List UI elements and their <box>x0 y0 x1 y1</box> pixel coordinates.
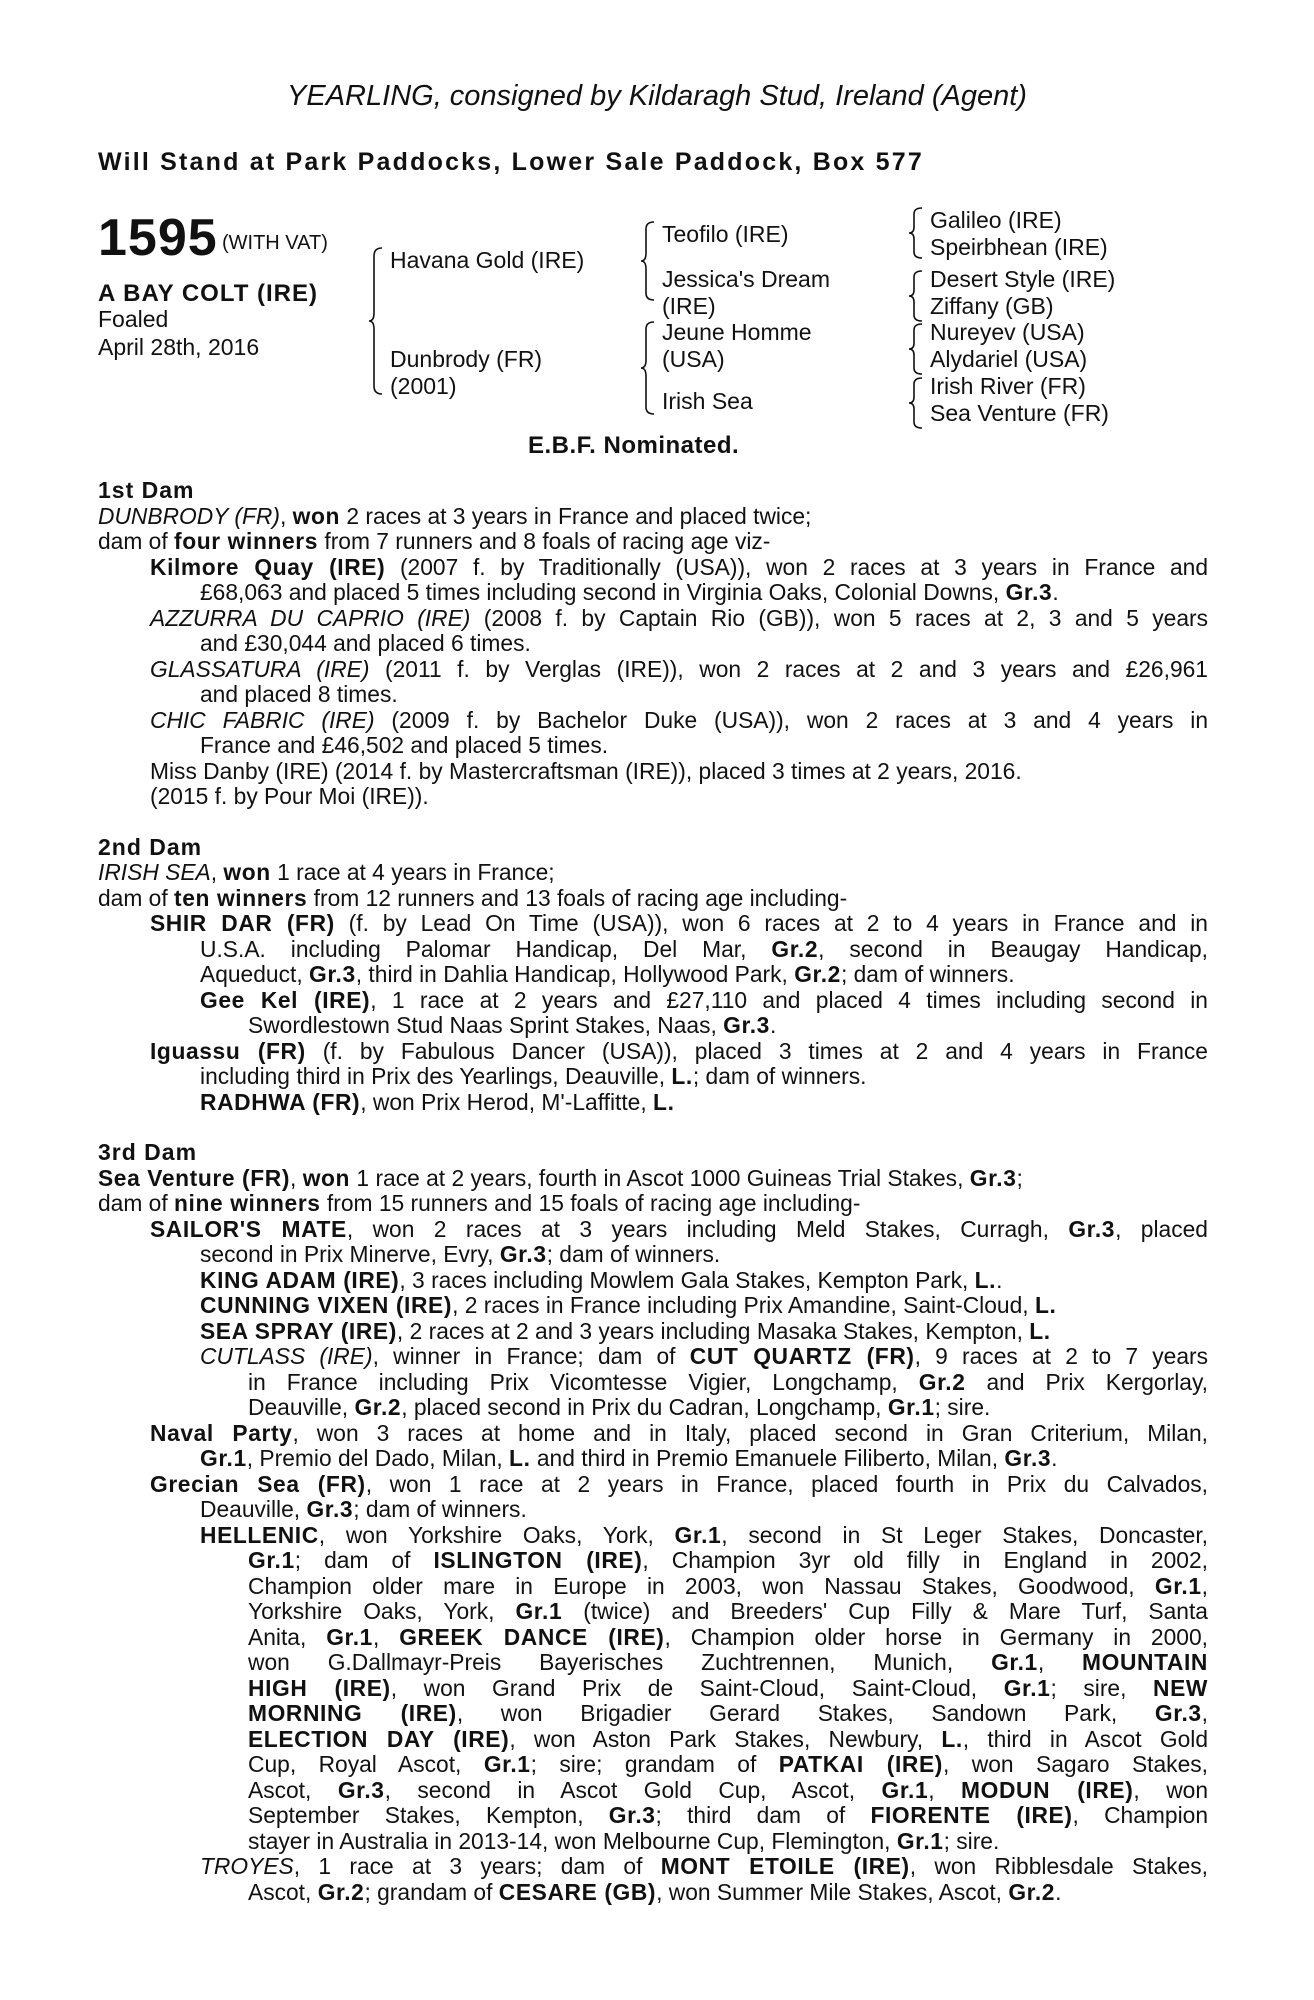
pedigree-sire-dam <box>662 266 830 320</box>
text-run: Champion older mare in Europe in 2003, won Nassau Stakes, Goodwood, <box>248 1572 1155 1599</box>
text-run: , 2 races at 2 and 3 years including Masaka Stakes, Kempton, <box>396 1317 1030 1344</box>
text-run: Iguassu (FR) <box>150 1037 306 1064</box>
text-run: Gr.2 <box>918 1368 966 1395</box>
text-run: Sea Venture (FR) <box>98 1164 291 1191</box>
text-run: Anita, <box>248 1623 327 1650</box>
text-run: ; dam of winners. <box>546 1241 721 1267</box>
dam-produce-record <box>98 478 1208 1905</box>
pedigree-sdd: Ziffany (GB) <box>930 293 1054 319</box>
text-run: , won <box>1133 1776 1209 1803</box>
text-run: , Premio del Dado, Milan, <box>246 1445 510 1471</box>
text-run: GLASSATURA (IRE) <box>150 655 370 682</box>
text-run: Gr.1 <box>515 1598 563 1624</box>
text-run: L. <box>1029 1317 1051 1344</box>
text-run: and placed 8 times. <box>200 681 398 707</box>
text-run: Swordlestown Stud Naas Sprint Stakes, Naas, <box>248 1012 724 1038</box>
text-run: dam of <box>98 528 175 554</box>
pedigree-brace-g1 <box>908 206 924 260</box>
pedigree-name-line: (USA) <box>662 346 725 372</box>
text-run: ; grandam of <box>364 1878 499 1905</box>
text-run: . <box>769 1012 777 1038</box>
text-run: , won Ribblesdale Stakes, <box>909 1853 1208 1879</box>
text-run: , won 1 race at 2 years in France, placed fourth in Prix du Calvados, <box>365 1470 1208 1497</box>
text-run: , second in Beaugay Handicap, <box>818 935 1208 962</box>
text-run: Gr.2 <box>317 1878 365 1905</box>
text-run: ; sire. <box>934 1394 991 1420</box>
text-run: Gr.2 <box>771 935 819 962</box>
pedigree-dss: Nureyev (USA) <box>930 319 1085 345</box>
text-run: from 12 runners and 13 foals of racing age including- <box>307 884 848 911</box>
text-line <box>98 1727 1208 1753</box>
text-run: Gr.1 <box>991 1649 1038 1675</box>
text-run: 2 races at 3 years in France and placed twice; <box>340 502 812 529</box>
text-run: Gr.3 <box>1154 1700 1202 1726</box>
text-run: ; dam of winners. <box>353 1496 527 1522</box>
text-run: , 9 races at 2 to 7 years <box>914 1343 1208 1369</box>
text-line <box>98 988 1208 1014</box>
text-run: (2009 f. by Bachelor Duke (USA)), won 2 races at 3 and 4 years in <box>374 706 1208 733</box>
text-run: (2015 f. by Pour Moi (IRE)). <box>150 783 429 809</box>
text-line <box>98 657 1208 683</box>
text-line <box>98 1523 1208 1549</box>
pedigree-dam-dam: Irish Sea <box>662 388 753 414</box>
pedigree-sire: Havana Gold (IRE) <box>390 247 585 273</box>
text-run: CUT QUARTZ (FR) <box>689 1343 915 1369</box>
text-run: , second in Ascot Gold Cup, Ascot, <box>384 1776 882 1803</box>
text-run: and third in Premio Emanuele Filiberto, Milan, <box>530 1445 1005 1471</box>
text-run: Gr.1 <box>326 1623 373 1650</box>
text-run: ten winners <box>174 884 308 911</box>
text-line <box>98 860 1208 886</box>
text-run: . <box>996 1266 1003 1293</box>
text-run: MOUNTAIN <box>1082 1649 1208 1675</box>
text-run: 1 race at 4 years in France; <box>270 859 555 885</box>
text-run: L. <box>653 1088 675 1115</box>
text-run: Ascot, <box>248 1776 338 1803</box>
lot-number: 1595 <box>98 209 218 267</box>
pedigree-sds: Desert Style (IRE) <box>930 266 1116 292</box>
text-run: , third in Ascot Gold <box>962 1725 1208 1752</box>
text-run: RADHWA (FR) <box>200 1088 361 1115</box>
text-run: PATKAI (IRE) <box>778 1751 943 1777</box>
text-run: from 7 runners and 8 foals of racing age viz- <box>318 528 771 554</box>
text-run: four winners <box>174 528 319 554</box>
text-run: , second in St Leger Stakes, Doncaster, <box>721 1521 1208 1548</box>
text-run: won <box>292 502 341 529</box>
pedigree-ssd: Speirbhean (IRE) <box>930 234 1108 260</box>
text-run: TROYES <box>200 1853 294 1879</box>
text-run: Gr.1 <box>248 1547 295 1573</box>
text-run: , won 3 races at home and in Italy, placed second in Gran Criterium, Milan, <box>292 1419 1209 1446</box>
text-run: Gr.1 <box>1003 1674 1051 1701</box>
text-run: , Champion older horse in Germany in 2000, <box>664 1623 1208 1650</box>
text-run: L. <box>671 1063 693 1089</box>
text-run: L. <box>941 1725 963 1752</box>
pedigree-dam <box>390 346 542 400</box>
text-line <box>98 606 1208 632</box>
text-line <box>98 1166 1208 1192</box>
text-run: September Stakes, Kempton, <box>248 1802 609 1828</box>
text-run: including third in Prix des Yearlings, Deauville, <box>200 1063 672 1089</box>
text-run: Miss Danby (IRE) (2014 f. by Mastercraftsman (IRE)), placed 3 times at 2 years, 2016. <box>150 757 1022 784</box>
pedigree-dds: Irish River (FR) <box>930 373 1086 399</box>
text-run: Gr.2 <box>354 1394 402 1420</box>
text-run: , winner in France; dam of <box>372 1343 690 1369</box>
text-run: Gr.3 <box>1004 1445 1052 1471</box>
text-run: CESARE (GB) <box>498 1878 657 1905</box>
text-run: nine winners <box>174 1190 321 1216</box>
text-run: SEA SPRAY (IRE) <box>200 1317 397 1344</box>
text-run: , won Yorkshire Oaks, York, <box>318 1521 675 1548</box>
text-line <box>98 1242 1208 1268</box>
pedigree-brace-main <box>368 246 384 396</box>
text-line <box>98 529 1208 555</box>
section-title: 3rd Dam <box>98 1139 198 1165</box>
text-run: Gr.1 <box>887 1394 935 1420</box>
text-run: in France including Prix Vicomtesse Vigier, Longchamp, <box>248 1368 919 1395</box>
text-run: , <box>290 1164 303 1191</box>
text-run: L. <box>974 1266 997 1293</box>
text-run: ISLINGTON (IRE) <box>433 1547 643 1573</box>
pedigree-brace-g3 <box>908 322 924 376</box>
text-run: , won Grand Prix de Saint-Cloud, Saint-Cloud, <box>390 1674 1004 1701</box>
text-run: Gr.1 <box>1154 1572 1202 1599</box>
text-run: HELLENIC <box>200 1521 319 1548</box>
text-run: dam of <box>98 1190 175 1216</box>
text-run: £68,063 and placed 5 times including second in Virginia Oaks, Colonial Downs, <box>200 579 1006 605</box>
text-run: Ascot, <box>248 1878 318 1905</box>
text-line <box>98 1293 1208 1319</box>
text-run: won G.Dallmayr-Preis Bayerisches Zuchtrennen, Munich, <box>248 1649 992 1675</box>
text-run: Gr.1 <box>483 1751 531 1777</box>
text-line <box>98 1650 1208 1676</box>
text-run: Gr.3 <box>1005 579 1053 605</box>
text-run: Deauville, <box>248 1394 355 1420</box>
text-run: FIORENTE (IRE) <box>870 1802 1073 1828</box>
text-line <box>98 555 1208 581</box>
text-line <box>98 1370 1208 1396</box>
text-run: won <box>223 859 271 885</box>
text-run: , Champion <box>1072 1802 1208 1828</box>
text-line <box>98 1599 1208 1625</box>
text-run: , <box>1201 1572 1208 1599</box>
text-run: , won Aston Park Stakes, Newbury, <box>509 1725 942 1752</box>
text-run: ; dam of winners. <box>840 961 1015 987</box>
text-line <box>98 1446 1208 1472</box>
text-run: , 1 race at 3 years; dam of <box>293 1853 661 1879</box>
text-run: Gr.1 <box>896 1827 944 1854</box>
text-run: Gr.3 <box>309 961 356 987</box>
text-run: SHIR DAR (FR) <box>150 910 335 936</box>
text-run: ; <box>1016 1164 1023 1191</box>
text-run: Gr.1 <box>674 1521 722 1548</box>
text-run: , <box>928 1776 962 1803</box>
text-run: , <box>1037 1649 1083 1675</box>
pedigree-brace-dam <box>640 320 656 416</box>
text-line <box>98 1803 1208 1829</box>
second-dam-section <box>98 835 1208 1116</box>
text-run: Gr.1 <box>881 1776 929 1803</box>
ebf-nomination: E.B.F. Nominated. <box>528 432 740 459</box>
text-run: Gr.1 <box>200 1445 247 1471</box>
text-line <box>98 1344 1208 1370</box>
text-line <box>98 1701 1208 1727</box>
text-run: Grecian Sea (FR) <box>150 1470 366 1497</box>
text-line <box>98 1090 1208 1116</box>
text-run: (f. by Lead On Time (USA)), won 6 races at 2 to 4 years in France and in <box>334 910 1208 936</box>
text-line <box>98 1472 1208 1498</box>
text-run: IRISH SEA <box>98 859 211 885</box>
third-dam-section <box>98 1140 1208 1905</box>
pedigree-brace-sire <box>640 220 656 302</box>
text-run: L. <box>1034 1292 1057 1318</box>
text-run: ; sire, <box>1050 1674 1153 1701</box>
horse-description: A BAY COLT (IRE) <box>98 280 319 307</box>
text-line <box>98 911 1208 937</box>
text-run: , third in Dahlia Handicap, Hollywood Park, <box>355 961 795 987</box>
pedigree-sire-sire: Teofilo (IRE) <box>662 221 789 247</box>
text-line <box>98 1676 1208 1702</box>
text-run: CUNNING VIXEN (IRE) <box>200 1292 453 1318</box>
pedigree-name-line: (IRE) <box>662 293 716 319</box>
text-line <box>98 1880 1208 1906</box>
text-run: and Prix Kergorlay, <box>965 1368 1208 1395</box>
text-run: Gr.3 <box>306 1496 354 1522</box>
text-run: from 15 runners and 15 foals of racing age including- <box>320 1190 861 1216</box>
text-run: , <box>1201 1700 1209 1726</box>
pedigree-name-line: Jeune Homme <box>662 319 812 345</box>
text-run: Gr.3 <box>499 1241 547 1267</box>
text-run: Gr.3 <box>969 1164 1017 1191</box>
text-run: and £30,044 and placed 6 times. <box>200 630 531 656</box>
text-line <box>98 937 1208 963</box>
text-run: stayer in Australia in 2013-14, won Melbourne Cup, Flemington, <box>248 1827 897 1854</box>
section-title: 1st Dam <box>98 477 195 503</box>
text-run: . <box>1051 1445 1058 1471</box>
text-run: Gr.2 <box>1008 1878 1056 1905</box>
text-line <box>98 1778 1208 1804</box>
text-run: SAILOR'S MATE <box>150 1215 347 1242</box>
text-run: Naval Party <box>150 1419 293 1446</box>
text-run: , <box>279 502 293 529</box>
pedigree-name-line: Jessica's Dream <box>662 266 830 292</box>
text-line <box>98 1574 1208 1600</box>
text-run: . <box>1052 579 1059 605</box>
text-line <box>98 1625 1208 1651</box>
text-run: (2011 f. by Verglas (IRE)), won 2 races at 2 and 3 years and £26,961 <box>369 655 1208 682</box>
text-line <box>98 1217 1208 1243</box>
text-run: Gr.2 <box>794 961 841 987</box>
text-run: (2007 f. by Traditionally (USA)), won 2 races at 3 years in France and <box>385 553 1208 580</box>
text-run: Gr.3 <box>608 1802 656 1828</box>
text-line <box>98 1548 1208 1574</box>
text-run: ; dam of winners. <box>692 1063 867 1089</box>
pedigree-dam-sire <box>662 319 812 373</box>
foaled-label: Foaled <box>98 306 169 332</box>
text-line <box>98 1319 1208 1345</box>
text-run: ; sire. <box>943 1827 1000 1854</box>
text-run: CHIC FABRIC (IRE) <box>150 706 375 733</box>
text-line <box>98 1829 1208 1855</box>
text-run: ; dam of <box>294 1547 434 1573</box>
text-run: NEW <box>1153 1674 1208 1701</box>
text-run: , <box>210 859 224 885</box>
text-line <box>98 1497 1208 1523</box>
text-run: 1 race at 2 years, fourth in Ascot 1000 Guineas Trial Stakes, <box>350 1164 970 1191</box>
text-run: MORNING (IRE) <box>248 1700 457 1726</box>
foaled-date: April 28th, 2016 <box>98 334 260 360</box>
text-run: , 3 races including Mowlem Gala Stakes, Kempton Park, <box>399 1266 975 1293</box>
text-run: L. <box>509 1445 531 1471</box>
pedigree-brace-g4 <box>908 376 924 430</box>
text-line <box>98 1064 1208 1090</box>
text-line <box>98 504 1208 530</box>
text-run: ; third dam of <box>655 1802 871 1828</box>
text-run: Yorkshire Oaks, York, <box>248 1598 516 1624</box>
pedigree-name-line: (2001) <box>390 373 457 399</box>
text-run: Deauville, <box>200 1496 307 1522</box>
text-line <box>98 1013 1208 1039</box>
text-run: ; sire; grandam of <box>530 1751 779 1777</box>
text-line <box>98 1191 1208 1217</box>
text-run: Gee Kel (IRE) <box>200 986 371 1013</box>
text-run: DUNBRODY (FR) <box>98 502 280 529</box>
text-line <box>98 708 1208 734</box>
text-run: , won Brigadier Gerard Stakes, Sandown Park, <box>456 1700 1155 1726</box>
text-run: MODUN (IRE) <box>961 1776 1134 1803</box>
pedigree-brace-g2 <box>908 269 924 323</box>
text-run: HIGH (IRE) <box>248 1674 391 1701</box>
text-run: , placed second in Prix du Cadran, Longchamp, <box>401 1394 888 1420</box>
text-run: Gr.3 <box>1068 1215 1116 1242</box>
text-run: . <box>1055 1878 1062 1905</box>
text-run: , 1 race at 2 years and £27,110 and placed 4 times including second in <box>370 986 1208 1013</box>
text-run: , won Summer Mile Stakes, Ascot, <box>656 1878 1009 1905</box>
text-run: , won 2 races at 3 years including Meld Stakes, Curragh, <box>346 1215 1069 1242</box>
text-line <box>98 580 1208 606</box>
text-run: AZZURRA DU CAPRIO (IRE) <box>150 604 471 631</box>
text-line <box>98 1039 1208 1065</box>
pedigree-ddd: Sea Venture (FR) <box>930 400 1109 426</box>
text-run: , placed <box>1115 1215 1208 1242</box>
section-title: 2nd Dam <box>98 833 203 860</box>
text-run: KING ADAM (IRE) <box>200 1266 400 1293</box>
text-run: , won Prix Herod, M'-Laffitte, <box>360 1088 654 1115</box>
text-run: Cup, Royal Ascot, <box>248 1751 484 1777</box>
text-run: , 2 races in France including Prix Amandine, Saint-Cloud, <box>452 1292 1035 1318</box>
text-line <box>98 1854 1208 1880</box>
text-run: won <box>302 1164 351 1191</box>
text-line <box>98 1268 1208 1294</box>
text-line <box>98 962 1208 988</box>
text-run: second in Prix Minerve, Evry, <box>200 1241 500 1267</box>
text-run: Gr.3 <box>723 1012 770 1038</box>
text-line <box>98 886 1208 912</box>
pedigree-sss: Galileo (IRE) <box>930 207 1062 233</box>
text-run: (twice) and Breeders' Cup Filly & Mare Turf, Santa <box>562 1598 1208 1624</box>
consignor-heading: YEARLING, consigned by Kildaragh Stud, Ireland (Agent) <box>287 80 1027 112</box>
pedigree-name-line: Dunbrody (FR) <box>390 346 543 372</box>
text-run: , Champion 3yr old filly in England in 2002, <box>642 1547 1208 1573</box>
text-run: (2008 f. by Captain Rio (GB)), won 5 races at 2, 3 and 5 years <box>470 604 1208 631</box>
text-run: MONT ETOILE (IRE) <box>660 1853 910 1879</box>
text-run: Gr.3 <box>337 1776 385 1803</box>
text-run: , won Sagaro Stakes, <box>943 1751 1208 1777</box>
text-line <box>98 1395 1208 1421</box>
text-run: Aqueduct, <box>200 961 309 987</box>
first-dam-section <box>98 478 1208 810</box>
text-run: France and £46,502 and placed 5 times. <box>200 732 609 758</box>
vat-note: (WITH VAT) <box>222 232 328 254</box>
text-run: dam of <box>98 884 175 911</box>
text-run: CUTLASS (IRE) <box>200 1343 373 1369</box>
text-run: GREEK DANCE (IRE) <box>399 1623 665 1650</box>
stand-location: Will Stand at Park Paddocks, Lower Sale Paddock, Box 577 <box>98 148 924 176</box>
text-line <box>98 1421 1208 1447</box>
text-run: (f. by Fabulous Dancer (USA)), placed 3 times at 2 and 4 years in France <box>305 1037 1208 1064</box>
text-run: Kilmore Quay (IRE) <box>150 553 386 580</box>
text-line <box>98 1752 1208 1778</box>
text-run: U.S.A. including Palomar Handicap, Del Mar, <box>200 935 772 962</box>
pedigree-dsd: Alydariel (USA) <box>930 346 1088 372</box>
text-run: , <box>372 1623 400 1650</box>
text-run: ELECTION DAY (IRE) <box>248 1725 510 1752</box>
